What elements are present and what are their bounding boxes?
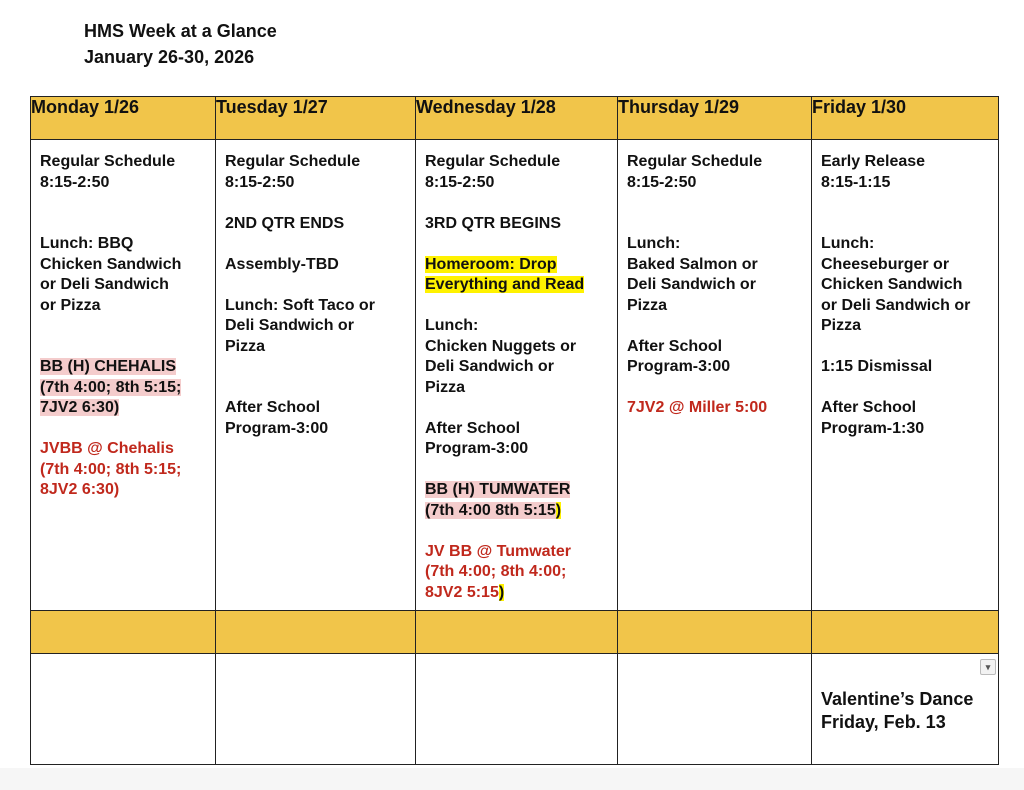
schedule-row (31, 140, 999, 611)
friday-after-school: After School Program-1:30 (821, 399, 925, 437)
monday-away-game: JVBB @ Chehalis (7th 4:00; 8th 5:15; 8JV2 6:30) (40, 440, 182, 498)
thursday-game: 7JV2 @ Miller 5:00 (627, 399, 768, 416)
notes-cell-thursday[interactable] (618, 654, 812, 765)
day-header-wednesday: Wednesday 1/28 (416, 97, 618, 140)
day-header-thursday: Thursday 1/29 (618, 97, 812, 140)
notes-cell-monday[interactable] (31, 654, 216, 765)
day-header-friday: Friday 1/30 (812, 97, 999, 140)
wednesday-after-school: After School Program-3:00 (425, 419, 529, 457)
tuesday-schedule: Regular Schedule (225, 153, 361, 170)
page-title: HMS Week at a Glance (84, 21, 277, 41)
tuesday-cell (216, 140, 416, 611)
spacer-cell (216, 611, 416, 654)
wednesday-away-game: JV BB @ Tumwater (7th 4:00; 8th 4:00; 8JV2 5:15) (425, 542, 571, 601)
wednesday-lunch: Lunch: Chicken Nuggets or Deli Sandwich or Pizza (425, 317, 577, 396)
day-header-monday: Monday 1/26 (31, 97, 216, 140)
wednesday-time: 8:15-2:50 (425, 173, 495, 191)
notes-row (31, 654, 999, 765)
tuesday-quarter: 2ND QTR ENDS (225, 214, 345, 232)
spacer-cell (618, 611, 812, 654)
thursday-lunch: Lunch: Baked Salmon or Deli Sandwich or Pizza (627, 235, 758, 314)
friday-dismissal: 1:15 Dismissal (821, 358, 933, 375)
wednesday-quarter: 3RD QTR BEGINS (425, 214, 562, 232)
page-bottom-strip (0, 768, 1024, 790)
monday-schedule: Regular Schedule (40, 153, 176, 170)
day-header-tuesday: Tuesday 1/27 (216, 97, 416, 140)
wednesday-cell (416, 140, 618, 611)
friday-lunch: Lunch: Cheeseburger or Chicken Sandwich or Deli Sandwich or Pizza (821, 235, 971, 334)
thursday-after-school: After School Program-3:00 (627, 337, 731, 375)
date-range: January 26-30, 2026 (84, 47, 255, 67)
chevron-down-icon[interactable]: ▾ (980, 659, 996, 675)
tuesday-lunch: Lunch: Soft Taco or Deli Sandwich or Pizza (225, 296, 375, 355)
wednesday-schedule: Regular Schedule (425, 153, 561, 170)
document-heading (84, 18, 277, 70)
tuesday-assembly: Assembly-TBD (225, 255, 339, 273)
dance-notice: Valentine’s Dance Friday, Feb. 13 (821, 689, 974, 732)
thursday-cell (618, 140, 812, 611)
notes-cell-wednesday[interactable] (416, 654, 618, 765)
spacer-cell (31, 611, 216, 654)
friday-time: 8:15-1:15 (821, 173, 891, 191)
wednesday-home-game: BB (H) TUMWATER (7th 4:00 8th 5:15) (425, 481, 571, 519)
day-header-row (31, 97, 999, 140)
wednesday-homeroom: Homeroom: Drop Everything and Read (425, 255, 585, 293)
notes-cell-tuesday[interactable] (216, 654, 416, 765)
thursday-time: 8:15-2:50 (627, 173, 697, 191)
monday-cell (31, 140, 216, 611)
thursday-schedule: Regular Schedule (627, 153, 763, 170)
spacer-cell (416, 611, 618, 654)
notes-cell-friday[interactable] (812, 654, 999, 765)
spacer-cell (812, 611, 999, 654)
monday-time: 8:15-2:50 (40, 173, 110, 191)
monday-lunch: Lunch: BBQ Chicken Sandwich or Deli Sandwich or Pizza (40, 235, 182, 314)
friday-cell (812, 140, 999, 611)
tuesday-time: 8:15-2:50 (225, 173, 295, 191)
spacer-row (31, 611, 999, 654)
monday-home-game: BB (H) CHEHALIS (7th 4:00; 8th 5:15; 7JV2 6:30) (40, 358, 182, 416)
tuesday-after-school: After School Program-3:00 (225, 399, 329, 437)
friday-schedule: Early Release (821, 153, 926, 170)
week-table (30, 96, 999, 765)
